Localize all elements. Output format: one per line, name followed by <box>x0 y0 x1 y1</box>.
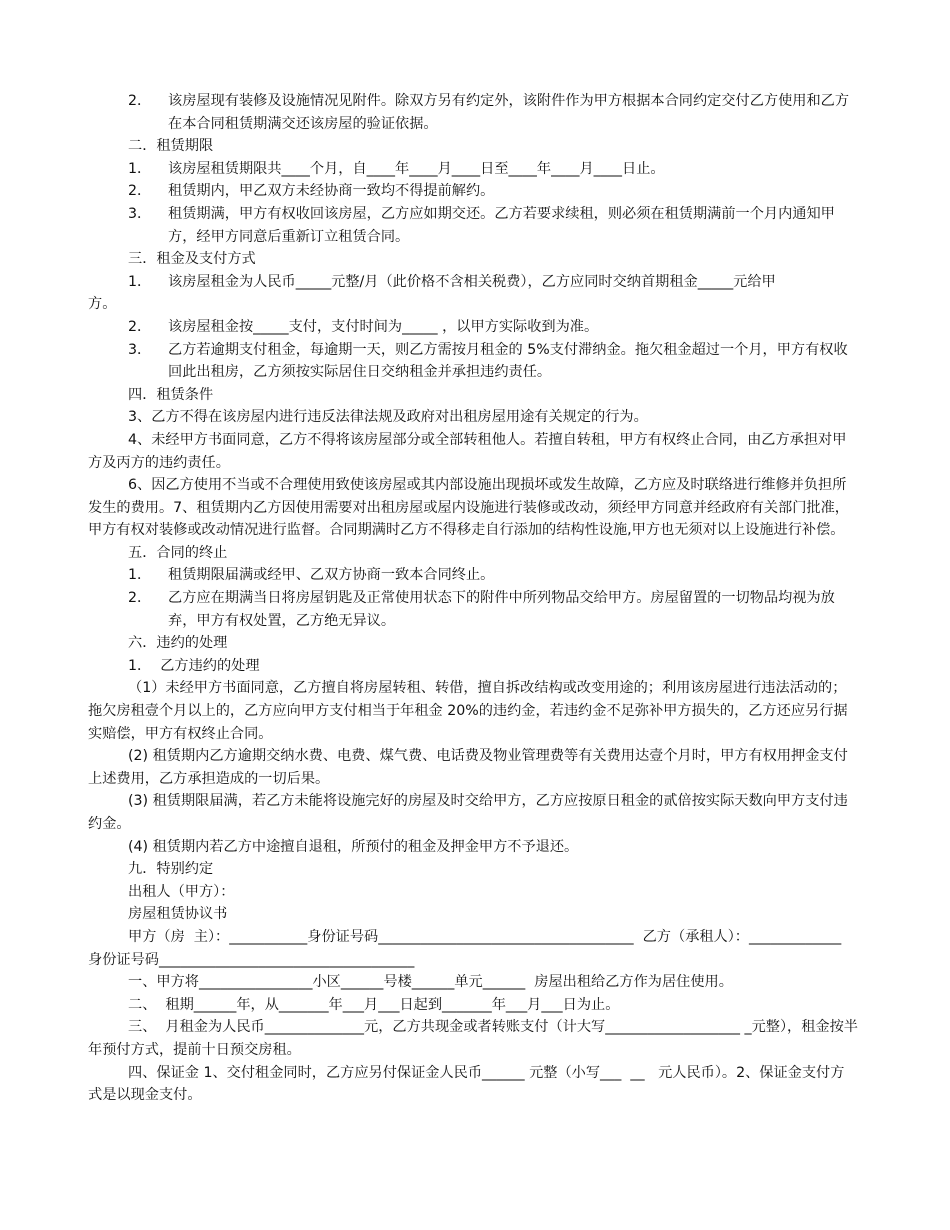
clause-number: 1． <box>128 567 152 584</box>
agreement-clause: 三、 月租金为人民币______________元，乙方共现金或者转账支付（计大写___________________ _元整），租金按半年预付方式，提前十日预交房租。 <box>88 1019 858 1058</box>
party-info-line: 甲方（房 主）：___________身份证号码____________________________________ 乙方（承租人）：_____________ 身份证号码____________________________________ <box>88 928 851 968</box>
clause-text: 乙方应在期满当日将房屋钥匙及正常使用状态下的附件中所列物品交给甲方。房屋留置的一切物品均视为放弃，甲方有权处置，乙方绝无异议。 <box>168 590 835 629</box>
clause-text: 该房屋租金为人民币_____元整/月（此价格不含相关税费），乙方应同时交纳首期租金_____元给甲 <box>168 273 776 290</box>
clause-number: 1． <box>128 160 152 177</box>
clause-item <box>88 90 858 135</box>
lessor-label: 出租人（甲方）： <box>128 883 235 900</box>
agreement-clause: 四、保证金 1、交付租金同时，乙方应另付保证金人民币______ 元整（小写___ __ 元人民币）。2、保证金支付方式是以现金支付。 <box>88 1064 845 1104</box>
clause-continuation: 方。 <box>88 296 117 313</box>
clause-item <box>88 180 858 203</box>
section-heading-breach: 六．违约的处理 <box>128 635 228 652</box>
breach-paragraph: （1）未经甲方书面同意，乙方擅自将房屋转租、转借，擅自拆改结构或改变用途的；利用该房屋进行违法活动的；拖欠房租壹个月以上的，乙方应向甲方支付相当于年租金 20%的违约金，若违约金不足弥补甲方损失的，乙方还应另行据实赔偿，甲方有权终止合同。 <box>88 680 848 742</box>
section-heading-lease-term: 二．租赁期限 <box>128 138 214 155</box>
clause-number: 3． <box>128 341 152 358</box>
clause-text: 该房屋租赁期限共____个月，自____年____月____日至____年____月____日止。 <box>168 160 665 177</box>
clause-text: 租赁期内，甲乙双方未经协商一致均不得提前解约。 <box>168 183 495 200</box>
section-heading-special-terms: 九．特别约定 <box>128 861 214 878</box>
clause-number: 2． <box>128 590 152 607</box>
section-heading-lease-conditions: 四．租赁条件 <box>128 386 214 403</box>
clause-item <box>88 158 858 181</box>
condition-paragraph: 4、未经甲方书面同意，乙方不得将该房屋部分或全部转租他人。若擅自转租，甲方有权终止合同，由乙方承担对甲方及丙方的违约责任。 <box>88 431 847 471</box>
clause-item <box>88 339 858 384</box>
clause-item <box>88 203 858 248</box>
breach-paragraph: (2) 租赁期内乙方逾期交纳水费、电费、煤气费、电话费及物业管理费等有关费用达壹个月时，甲方有权用押金支付上述费用，乙方承担造成的一切后果。 <box>88 748 848 787</box>
clause-number: 1． <box>128 273 152 290</box>
agreement-clause: 一、甲方将________________小区______号楼______单元______ 房屋出租给乙方作为居住使用。 <box>128 974 733 991</box>
clause-item <box>88 587 858 632</box>
clause-text: 租赁期限届满或经甲、乙双方协商一致本合同终止。 <box>168 567 495 584</box>
clause-item <box>88 316 858 339</box>
clause-item <box>88 564 858 587</box>
agreement-title: 房屋租赁协议书 <box>128 906 228 923</box>
breach-subheading: 1． 乙方违约的处理 <box>128 657 260 674</box>
clause-text: 该房屋租金按_____支付，支付时间为_____ ，以甲方实际收到为准。 <box>168 318 599 335</box>
condition-paragraph: 3、乙方不得在该房屋内进行违反法律法规及政府对出租房屋用途有关规定的行为。 <box>128 409 648 426</box>
clause-number: 2． <box>128 183 152 200</box>
clause-number: 3． <box>128 205 152 222</box>
contract-body <box>88 90 858 1107</box>
breach-paragraph: (3) 租赁期限届满，若乙方未能将设施完好的房屋及时交给甲方，乙方应按原日租金的贰倍按实际天数向甲方支付违约金。 <box>88 793 848 832</box>
condition-paragraph: 6、因乙方使用不当或不合理使用致使该房屋或其内部设施出现损坏或发生故障，乙方应及时联络进行维修并负担所发生的费用。7、租赁期内乙方因使用需要对出租房屋或屋内设施进行装修或改动，须经甲方同意并经政府有关部门批准，甲方有权对装修或改动情况进行监督。合同期满时乙方不得移走自行添加的结构性设施,甲方也无须对以上设施进行补偿。 <box>88 477 849 539</box>
agreement-clause: 二、 租期______年，从_______年___月___日起到_______年___月___日为止。 <box>128 996 620 1013</box>
clause-item <box>88 271 858 294</box>
section-heading-termination: 五．合同的终止 <box>128 544 228 561</box>
clause-number: 2． <box>128 93 152 109</box>
clause-text: 租赁期满，甲方有权收回该房屋，乙方应如期交还。乙方若要求续租，则必须在租赁期满前一个月内通知甲方，经甲方同意后重新订立租赁合同。 <box>168 205 835 245</box>
section-heading-rent-payment: 三．租金及支付方式 <box>128 251 256 268</box>
clause-text: 该房屋现有装修及设施情况见附件。除双方另有约定外，该附件作为甲方根据本合同约定交付乙方使用和乙方在本合同租赁期满交还该房屋的验证依据。 <box>168 93 850 132</box>
clause-number: 2． <box>128 318 152 335</box>
breach-paragraph: (4) 租赁期内若乙方中途擅自退租，所预付的租金及押金甲方不予退还。 <box>128 838 579 855</box>
clause-text: 乙方若逾期支付租金，每逾期一天，则乙方需按月租金的 5%支付滞纳金。拖欠租金超过一个月，甲方有权收回此出租房，乙方须按实际居住日交纳租金并承担违约责任。 <box>168 341 848 381</box>
